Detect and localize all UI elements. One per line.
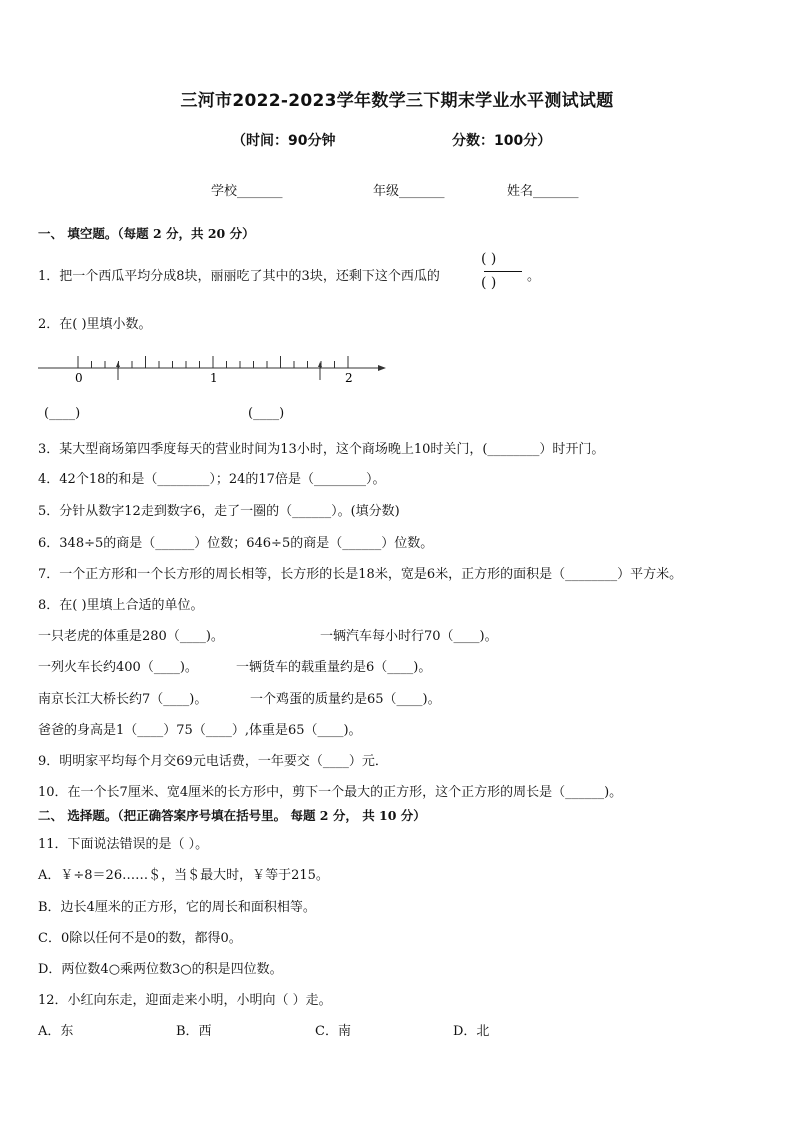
option-12-c[interactable]: C．南 xyxy=(315,1024,351,1039)
question-8-row-1a: 一只老虎的体重是280（____)。 xyxy=(38,629,224,644)
option-12-a[interactable]: A．东 xyxy=(38,1024,74,1039)
question-9: 9．明明家平均每个月交69元电话费，一年要交（____）元． xyxy=(38,754,388,769)
option-11-b[interactable]: B．边长4厘米的正方形，它的周长和面积相等。 xyxy=(38,900,316,915)
question-4: 4．42个18的和是（________）；24的17倍是（________）。 xyxy=(38,472,386,487)
question-7: 7．一个正方形和一个长方形的周长相等，长方形的长是18米，宽是6米，正方形的面积是（________）平方米。 xyxy=(38,567,683,582)
exam-time: （时间：90分钟 xyxy=(232,133,336,149)
question-1: 1．把一个西瓜平均分成8块，丽丽吃了其中的3块，还剩下这个西瓜的 xyxy=(38,269,440,284)
fraction-numerator-blank: ( ) xyxy=(481,251,497,267)
fraction-denominator-blank: ( ) xyxy=(481,275,497,291)
tick-label-0: 0 xyxy=(75,371,83,385)
question-1-end: 。 xyxy=(527,269,541,284)
grade-field: 年级_______ xyxy=(373,184,445,199)
question-8-row-4: 爸爸的身高是1（____）75（____）,体重是65（____)。 xyxy=(38,723,362,738)
school-field: 学校_______ xyxy=(211,184,283,199)
option-12-b[interactable]: B．西 xyxy=(176,1024,212,1039)
number-line xyxy=(36,352,396,388)
option-11-d[interactable]: D．两位数4○乘两位数3○的积是四位数。 xyxy=(38,962,283,977)
question-10: 10．在一个长7厘米、宽4厘米的长方形中，剪下一个最大的正方形，这个正方形的周长是（______)。 xyxy=(38,785,623,800)
question-8-row-3a: 南京长江大桥长约7（____)。 xyxy=(38,692,208,707)
page-title: 三河市2022-2023学年数学三下期末学业水平测试试题 xyxy=(180,91,614,111)
question-3: 3．某大型商场第四季度每天的营业时间为13小时，这个商场晚上10时关门，(________）时开门。 xyxy=(38,442,605,457)
question-6: 6．348÷5的商是（______）位数；646÷5的商是（______）位数。 xyxy=(38,536,434,551)
exam-score: 分数：100分） xyxy=(452,133,552,149)
question-12: 12．小红向东走，迎面走来小明，小明向（ ）走。 xyxy=(38,993,332,1008)
question-8-row-3b: 一个鸡蛋的质量约是65（____)。 xyxy=(250,692,441,707)
arrow-up-icon xyxy=(116,362,120,367)
fraction-bar xyxy=(484,271,522,272)
arrow-right-icon xyxy=(378,365,386,371)
option-12-d[interactable]: D．北 xyxy=(453,1024,490,1039)
option-11-c[interactable]: C．0除以任何不是0的数，都得0。 xyxy=(38,931,242,946)
name-field: 姓名_______ xyxy=(507,184,579,199)
question-11: 11．下面说法错误的是（ ）。 xyxy=(38,837,209,852)
question-5: 5．分针从数字12走到数字6，走了一圈的（______）。(填分数) xyxy=(38,504,400,519)
option-11-a[interactable]: A．￥÷8＝26……＄，当＄最大时，￥等于215。 xyxy=(38,868,329,883)
section-heading-fill-blank: 一、 填空题。（每题 2 分，共 20 分） xyxy=(38,226,255,241)
answer-blank-b[interactable]: (____) xyxy=(248,406,285,421)
question-8-row-2a: 一列火车长约400（____)。 xyxy=(38,660,198,675)
question-8: 8．在( )里填上合适的单位。 xyxy=(38,598,204,613)
question-2: 2．在( )里填小数。 xyxy=(38,317,152,332)
question-8-row-2b: 一辆货车的载重量约是6（____)。 xyxy=(236,660,432,675)
question-8-row-1b: 一辆汽车每小时行70（____)。 xyxy=(320,629,498,644)
section-heading-multiple-choice: 二、 选择题。（把正确答案序号填在括号里。 每题 2 分， 共 10 分） xyxy=(38,808,426,823)
tick-label-1: 1 xyxy=(210,371,218,385)
fraction-blank xyxy=(481,249,525,295)
answer-blank-a[interactable]: (____) xyxy=(44,406,81,421)
tick-label-2: 2 xyxy=(345,371,353,385)
